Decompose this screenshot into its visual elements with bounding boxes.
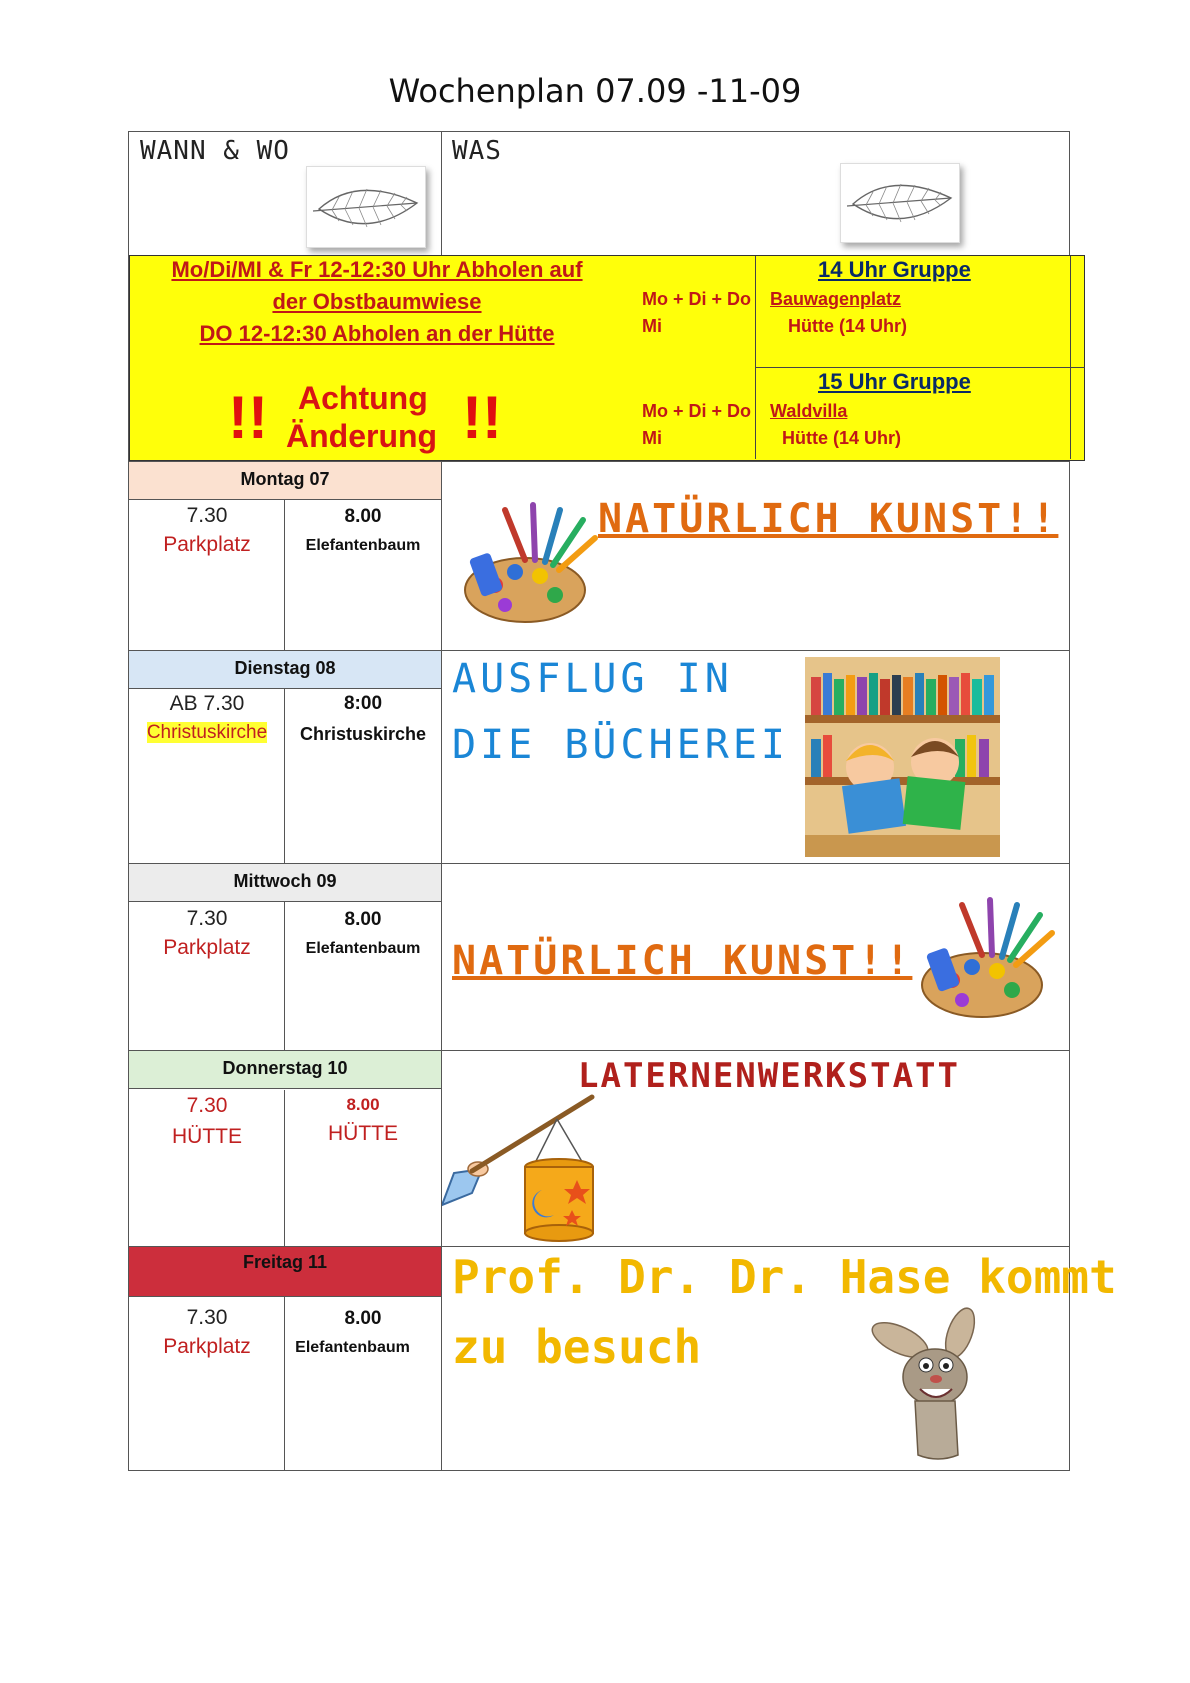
leaf-icon: [841, 164, 959, 242]
monday-activity: [598, 496, 1058, 542]
alert-text-2: Änderung: [286, 418, 438, 454]
band-divider: [755, 367, 1085, 368]
friday-activity-line-1: Prof. Dr. Dr. Hase kommt: [452, 1250, 1117, 1304]
leaf-icon: [307, 167, 425, 247]
friday-place-1: Parkplatz: [163, 1335, 251, 1358]
table-border-bottom: [128, 1470, 1070, 1471]
lantern-icon: [442, 1085, 622, 1245]
wednesday-place-1: Parkplatz: [163, 936, 251, 959]
tuesday-activity-line-1: AUSFLUG IN: [452, 656, 733, 702]
group-14-title: 14 Uhr Gruppe: [818, 257, 971, 282]
friday-time-2: 8.00: [344, 1308, 382, 1329]
friday-place-2: Elefantenbaum: [295, 1339, 410, 1356]
group-14-row2-place: Hütte (14 Uhr): [788, 316, 908, 336]
tuesday-place-2: Christuskirche: [299, 724, 427, 744]
pickup-line-3: DO 12-12:30 Abholen an der Hütte: [199, 321, 555, 346]
table-border-top: [128, 131, 1070, 132]
thursday-time-2: 8.00: [346, 1095, 380, 1114]
tuesday-time-1: AB 7.30: [169, 692, 245, 715]
monday-activity-text: NATÜRLICH KUNST!!: [598, 496, 1059, 542]
pickup-line-1: Mo/Di/MI & Fr 12-12:30 Uhr Abholen auf: [171, 257, 583, 282]
monday-place-2: Elefantenbaum: [305, 537, 421, 554]
wednesday-place-2: Elefantenbaum: [305, 940, 421, 957]
thursday-place-1: HÜTTE: [172, 1125, 242, 1148]
day-header-monday: Montag 07: [129, 462, 441, 500]
band-divider: [1070, 256, 1071, 459]
library-illustration: [805, 657, 1000, 857]
wednesday-time-2: 8.00: [344, 909, 382, 930]
lantern-image: [442, 1085, 622, 1250]
group-15-row2-place: Hütte (14 Uhr): [782, 428, 902, 448]
day-header-thursday: Donnerstag 10: [129, 1051, 441, 1089]
header-when-label: WANN & WO: [140, 136, 290, 166]
friday-time-1: 7.30: [186, 1306, 228, 1329]
library-image: [805, 657, 1000, 857]
group-15-row1-place: Waldvilla: [770, 401, 848, 421]
leaf-image-right: [840, 163, 960, 243]
wednesday-time-1: 7.30: [186, 907, 228, 930]
palette-icon: [455, 500, 605, 630]
band-divider: [755, 256, 756, 459]
alert-text-1: Achtung: [298, 380, 428, 416]
group-14-row1-days: Mo + Di + Do: [642, 289, 752, 309]
tuesday-place-1: Christuskirche: [146, 722, 268, 743]
leaf-image-left: [306, 166, 426, 248]
palette-icon: [912, 895, 1062, 1025]
thursday-activity: LATERNENWERKSTATT: [578, 1056, 960, 1096]
thursday-place-2: HÜTTE: [328, 1122, 398, 1145]
tuesday-time-2: 8:00: [343, 693, 383, 714]
page-title: Wochenplan 07.09 -11-09: [388, 72, 802, 110]
header-divider: [441, 131, 442, 255]
alert-exclamation-right: !!: [462, 384, 502, 451]
friday-activity-line-2: zu besuch: [452, 1320, 702, 1374]
day-header-friday: Freitag 11: [129, 1247, 441, 1297]
group-15-title: 15 Uhr Gruppe: [818, 369, 971, 394]
wednesday-activity: [452, 938, 912, 984]
pickup-line-2: der Obstbaumwiese: [272, 289, 482, 314]
group-14-row1-place: Bauwagenplatz: [770, 289, 902, 309]
tuesday-place-1-wrap: [129, 719, 285, 747]
monday-place-1: Parkplatz: [163, 533, 251, 556]
tuesday-activity-line-2: DIE BÜCHEREI: [452, 722, 789, 768]
group-14-row2-day: Mi: [642, 316, 662, 336]
group-15-row2-day: Mi: [642, 428, 662, 448]
wednesday-activity-text: NATÜRLICH KUNST!!: [452, 938, 913, 984]
alert-exclamation-left: !!: [228, 384, 268, 451]
col-sep: [441, 461, 442, 1471]
day-header-tuesday: Dienstag 08: [129, 651, 441, 689]
group-15-row1-days: Mo + Di + Do: [642, 401, 752, 421]
rabbit-puppet-icon: [860, 1305, 990, 1465]
monday-time-1: 7.30: [186, 504, 228, 527]
monday-time-2: 8.00: [344, 506, 382, 527]
header-what-label: WAS: [452, 136, 502, 166]
day-header-wednesday: Mittwoch 09: [129, 864, 441, 902]
thursday-time-1: 7.30: [186, 1094, 228, 1117]
rabbit-puppet-image: [860, 1305, 990, 1470]
art-supplies-image: [455, 500, 605, 635]
art-supplies-image-2: [912, 895, 1062, 1030]
